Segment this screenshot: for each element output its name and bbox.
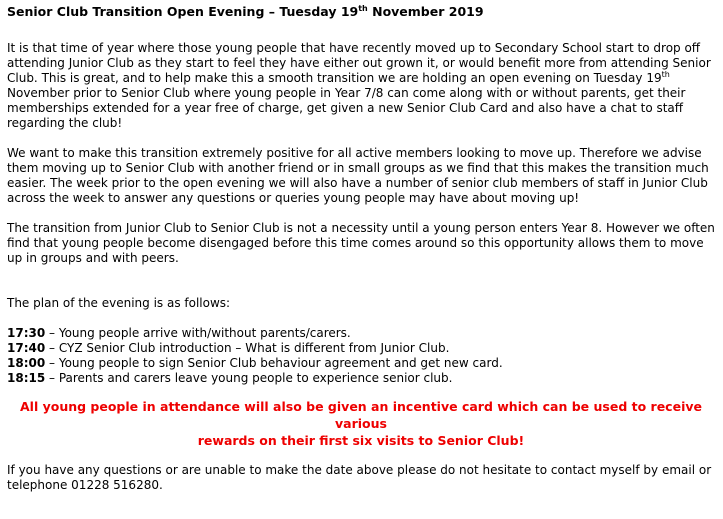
incentive-notice [7,398,715,449]
schedule-item [7,326,715,341]
schedule-item [7,371,715,386]
document-title [7,4,715,20]
paragraph-necessity: The transition from Junior Club to Senior Club is not a necessity until a young person enters Year 8. However we often find that young people become disengaged before this time comes around so this opportunity allows them to move up in groups and with peers. [7,221,715,265]
schedule-description: – Parents and carers leave young people to experience senior club. [45,371,453,385]
paragraph-intro-ordinal-suffix: th [661,70,670,79]
schedule-description: – Young people arrive with/without parents/carers. [45,326,351,340]
paragraph-intro-end: November prior to Senior Club where young people in Year 7/8 can come along with or without parents, get their memberships extended for a year free of charge, get given a new Senior Club Card and also have a chat to staff regarding the club! [7,86,686,130]
incentive-notice-line-1: All young people in attendance will also be given an incentive card which can be used to receive various [19,399,702,431]
schedule-description: – CYZ Senior Club introduction – What is different from Junior Club. [45,341,450,355]
schedule-time: 18:00 [7,356,46,370]
paragraph-advice: We want to make this transition extremely positive for all active members looking to move up. Therefore we advise them moving up to Senior Club with another friend or in small groups as we find that this makes the transition much easier. The week prior to the open evening we will also have a number of senior club members of staff in Junior Club across the week to answer any questions or queries young people may have about moving up! [7,146,709,205]
paragraph-intro-start: It is that time of year where those young people that have recently moved up to Secondary School start to drop off attending Junior Club as they start to feel they have either out grown it, or would benefit more from attending Senior Club. This is great, and to help make this a smooth transition we are holding an open evening on Tuesday 19 [7,41,711,85]
schedule-item [7,356,715,371]
schedule-time: 17:40 [7,341,46,355]
title-ordinal-suffix: th [358,4,368,13]
document [7,0,715,493]
schedule-list [7,326,715,386]
plan-intro: The plan of the evening is as follows: [7,296,231,310]
title-text-start: Senior Club Transition Open Evening – Tuesday 19 [7,4,359,19]
schedule-time: 17:30 [7,326,46,340]
incentive-notice-line-2: rewards on their first six visits to Senior Club! [197,433,525,448]
title-text-end: November 2019 [367,4,484,19]
paragraph-intro [7,41,715,131]
schedule-item [7,341,715,356]
schedule-description: – Young people to sign Senior Club behaviour agreement and get new card. [45,356,503,370]
schedule-time: 18:15 [7,371,46,385]
closing-paragraph: If you have any questions or are unable to make the date above please do not hesitate to contact myself by email or telephone 01228 516280. [7,463,712,492]
